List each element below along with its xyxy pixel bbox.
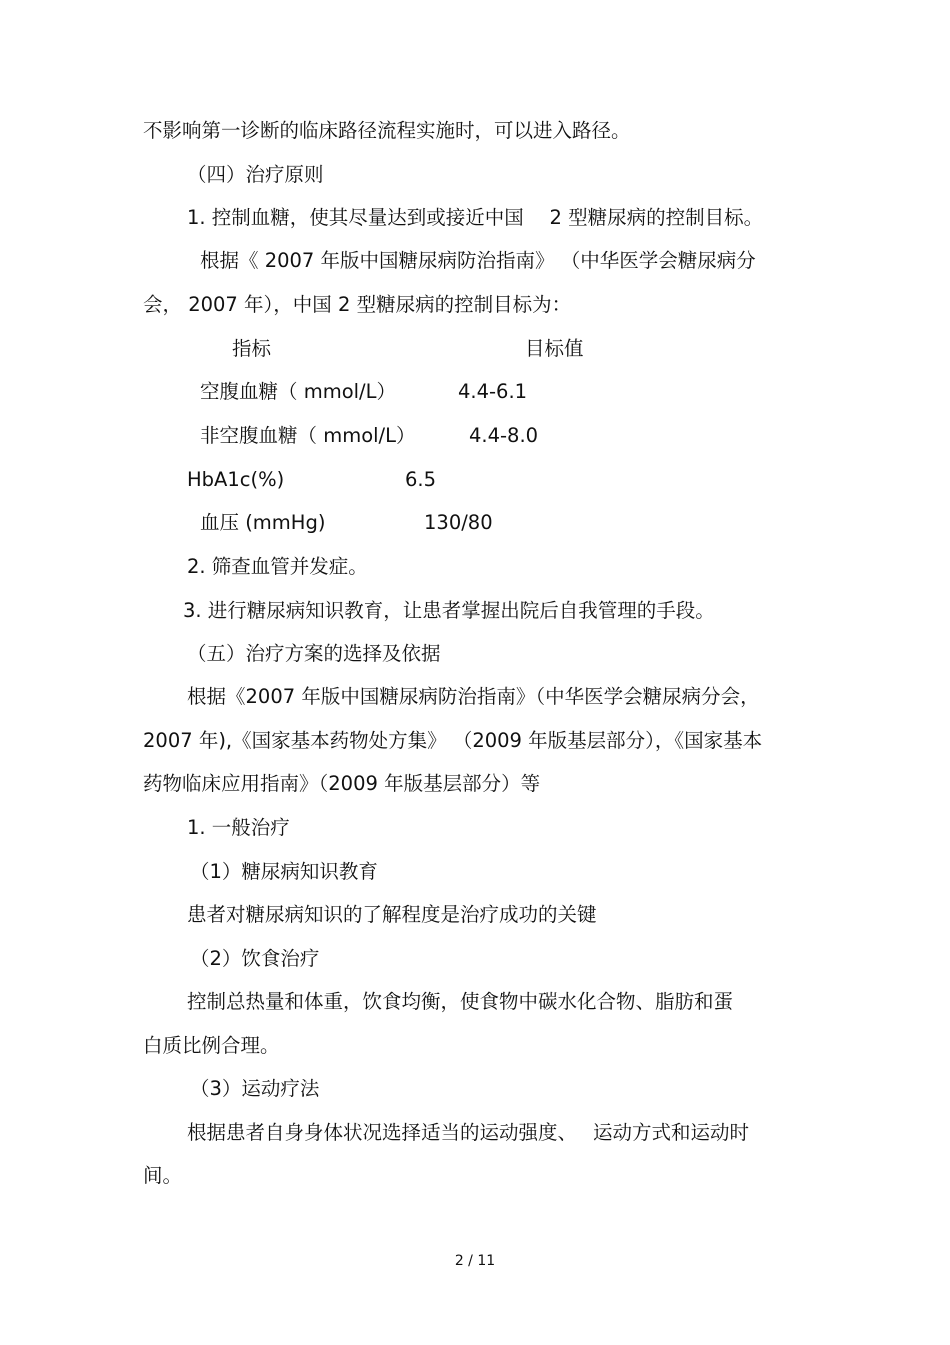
text-line: 3. 进行糖尿病知识教育，让患者掌握出院后自我管理的手段。 [183,599,715,622]
section-heading: （五）治疗方案的选择及依据 [187,642,441,665]
text-line: 间。 [143,1164,183,1187]
text-line: 药物临床应用指南》（2009 年版基层部分）等 [143,772,541,795]
subsection-heading: （1）糖尿病知识教育 [190,860,378,883]
table-cell-target: 6.5 [405,468,437,491]
section-heading: （四）治疗原则 [187,163,324,186]
text-line: 1. 控制血糖，使其尽量达到或接近中国 2 型糖尿病的控制目标。 [187,206,764,229]
text-line: 控制总热量和体重，饮食均衡，使食物中碳水化合物、脂肪和蛋 [187,990,734,1013]
page-number: 2 / 11 [454,1253,496,1269]
subsection-heading: （2）饮食治疗 [190,947,320,970]
table-cell-target: 4.4-6.1 [458,380,528,403]
text-line: 根据患者自身身体状况选择适当的运动强度、 运动方式和运动时 [187,1121,749,1144]
text-line: 白质比例合理。 [143,1034,280,1057]
text-line: 2. 筛查血管并发症。 [187,555,368,578]
text-line: 根据《2007 年版中国糖尿病防治指南》（中华医学会糖尿病分会， [187,685,760,708]
subsection-heading: （3）运动疗法 [190,1077,320,1100]
table-cell-indicator: HbA1c(%) [187,468,285,491]
table-cell-target: 130/80 [424,511,493,534]
text-line: 会， 2007 年），中国 2 型糖尿病的控制目标为： [143,293,572,316]
table-cell-indicator: 非空腹血糖（ mmol/L） [200,424,416,447]
text-line: 2007 年),《国家基本药物处方集》 （2009 年版基层部分），《国家基本 [143,729,763,752]
text-line: 不影响第一诊断的临床路径流程实施时，可以进入路径。 [143,119,631,142]
table-cell-indicator: 空腹血糖（ mmol/L） [200,380,396,403]
table-header-target: 目标值 [525,337,584,360]
table-header-indicator: 指标 [232,337,272,360]
text-line: 根据《 2007 年版中国糖尿病防治指南》 （中华医学会糖尿病分 [200,249,756,272]
text-line: 患者对糖尿病知识的了解程度是治疗成功的关键 [187,903,597,926]
table-cell-indicator: 血压 (mmHg) [200,511,326,534]
subsection-heading: 1. 一般治疗 [187,816,290,839]
table-cell-target: 4.4-8.0 [469,424,539,447]
